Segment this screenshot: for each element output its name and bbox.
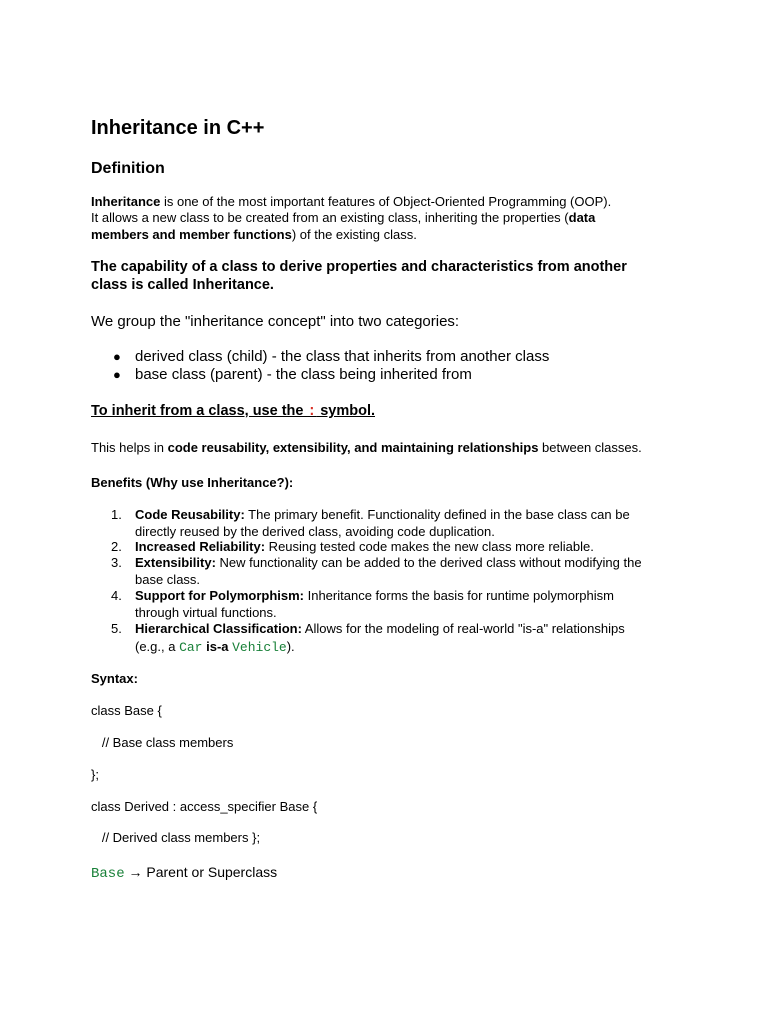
definition-line-1 bbox=[91, 194, 611, 211]
is-a-text: is-a bbox=[202, 638, 233, 654]
item-line-2: through virtual functions. bbox=[135, 604, 277, 620]
item-title: Support for Polymorphism: bbox=[135, 588, 304, 603]
syntax-line: }; bbox=[91, 767, 99, 782]
item-line-2 bbox=[135, 639, 295, 657]
item-line-2: directly reused by the derived class, avoiding code duplication. bbox=[135, 523, 495, 539]
item-number: 1. bbox=[111, 507, 122, 522]
syntax-line: class Derived : access_specifier Base { bbox=[91, 799, 318, 814]
base-note bbox=[91, 864, 277, 882]
capability-line-2: class is called Inheritance. bbox=[91, 277, 274, 293]
item-line-1 bbox=[135, 507, 630, 524]
item-line-1 bbox=[135, 588, 614, 605]
item-text: The primary benefit. Functionality defined in the base class can be bbox=[244, 507, 630, 522]
helps-bold: code reusability, extensibility, and maintaining relationships bbox=[167, 440, 539, 455]
item-line-1 bbox=[135, 539, 594, 556]
definition-bold-3: members and member functions bbox=[91, 227, 292, 242]
bullet-icon: ● bbox=[113, 367, 121, 382]
example-text: (e.g., a bbox=[135, 638, 180, 654]
item-number: 2. bbox=[111, 539, 122, 554]
group-intro: We group the "inheritance concept" into two categories: bbox=[91, 313, 460, 330]
definition-bold-2: data bbox=[568, 210, 596, 225]
code-car: Car bbox=[179, 639, 203, 655]
inherit-rule-text-end: symbol. bbox=[316, 403, 376, 419]
item-title: Extensibility: bbox=[135, 555, 216, 570]
item-text: Allows for the modeling of real-world "is-a" relationships bbox=[301, 621, 625, 636]
code-base: Base bbox=[91, 866, 125, 882]
item-title: Hierarchical Classification: bbox=[135, 621, 302, 636]
inherit-rule bbox=[91, 403, 375, 420]
syntax-line: class Base { bbox=[91, 703, 162, 718]
inheritance-term: Inheritance bbox=[91, 194, 161, 209]
item-number: 5. bbox=[111, 621, 122, 636]
item-title: Increased Reliability: bbox=[135, 539, 266, 554]
code-vehicle: Vehicle bbox=[232, 639, 287, 655]
syntax-heading: Syntax: bbox=[91, 671, 138, 686]
category-text: derived class (child) - the class that inherits from another class bbox=[135, 348, 550, 365]
inherit-rule-text: To inherit from a class, use the bbox=[91, 403, 308, 419]
item-number: 3. bbox=[111, 555, 122, 570]
base-note-text: → Parent or Superclass bbox=[124, 864, 278, 880]
example-text-end: ). bbox=[286, 638, 295, 654]
definition-text-1: is one of the most important features of Object-Oriented Programming (OOP). bbox=[160, 194, 612, 209]
item-text: Inheritance forms the basis for runtime polymorphism bbox=[304, 588, 614, 603]
syntax-line: // Base class members bbox=[91, 735, 234, 750]
syntax-line: // Derived class members }; bbox=[91, 830, 261, 845]
item-text: New functionality can be added to the derived class without modifying the bbox=[215, 555, 642, 570]
item-text: Reusing tested code makes the new class more reliable. bbox=[265, 539, 594, 554]
item-line-1 bbox=[135, 621, 625, 638]
category-text: base class (parent) - the class being inherited from bbox=[135, 366, 472, 383]
benefits-heading: Benefits (Why use Inheritance?): bbox=[91, 475, 294, 490]
item-number: 4. bbox=[111, 588, 122, 603]
definition-text-3: ) of the existing class. bbox=[291, 227, 417, 242]
page-title: Inheritance in C++ bbox=[91, 117, 265, 139]
helps-text: This helps in bbox=[91, 440, 168, 455]
definition-line-2 bbox=[91, 210, 595, 227]
bullet-icon: ● bbox=[113, 349, 121, 364]
definition-heading: Definition bbox=[91, 160, 165, 177]
helps-text-end: between classes. bbox=[538, 440, 642, 455]
colon-symbol: : bbox=[307, 404, 317, 420]
helps-paragraph bbox=[91, 440, 642, 457]
item-line-2: base class. bbox=[135, 571, 201, 587]
capability-line-1: The capability of a class to derive properties and characteristics from another bbox=[91, 259, 627, 275]
item-line-1 bbox=[135, 555, 642, 572]
item-title: Code Reusability: bbox=[135, 507, 245, 522]
definition-text-2: It allows a new class to be created from an existing class, inheriting the properties ( bbox=[91, 210, 569, 225]
definition-line-3 bbox=[91, 227, 417, 244]
